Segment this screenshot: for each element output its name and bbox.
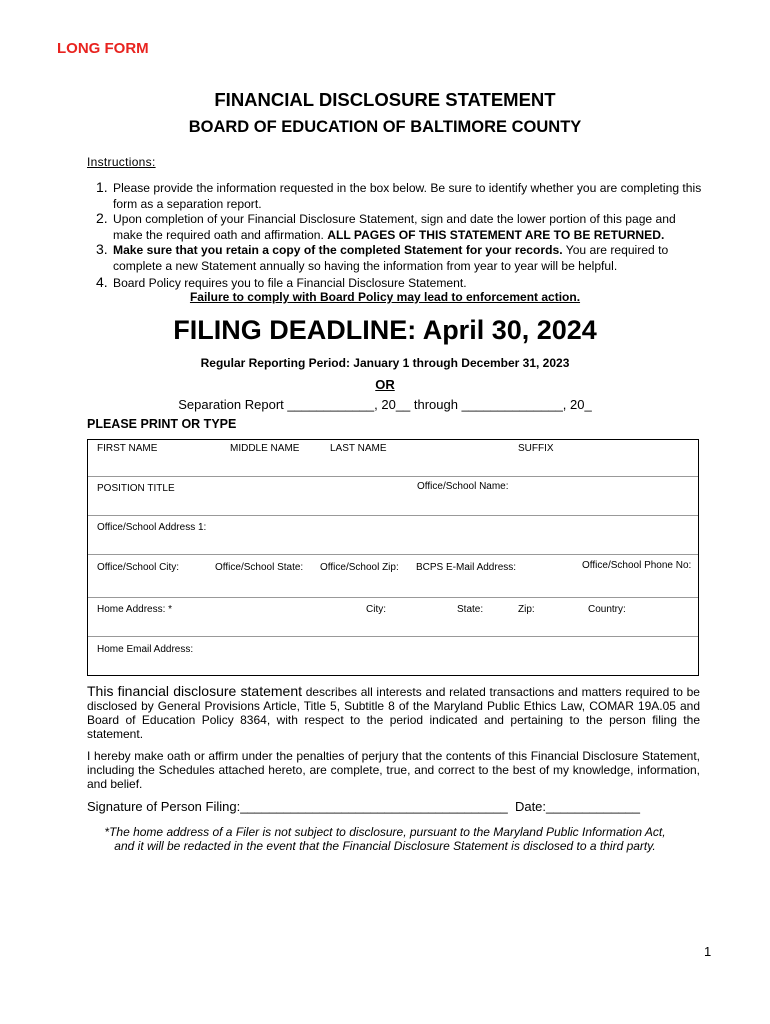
row-divider xyxy=(88,636,698,637)
reporting-period: Regular Reporting Period: January 1 through December 31, 2023 xyxy=(200,356,570,370)
date-field[interactable]: _____________ xyxy=(546,799,641,814)
description-lead: This financial disclosure statement xyxy=(87,683,303,699)
item-number: 4. xyxy=(96,274,108,290)
bcps-email-field[interactable]: BCPS E-Mail Address: xyxy=(416,562,517,573)
instruction-item xyxy=(96,242,706,274)
item-text: Upon completion of your Financial Disclosure Statement, sign and date the lower portion of this page and make the required oath and affirmation. xyxy=(113,212,676,242)
print-or-type-label: PLEASE PRINT OR TYPE xyxy=(87,417,237,431)
oath-paragraph: I hereby make oath or affirm under the penalties of perjury that the contents of this Financial Disclosure Statement, including the Schedules attached hereto, are complete, true, and correct to the best of my knowledge, information, and belief. xyxy=(87,749,700,791)
item-number: 1. xyxy=(96,179,108,195)
last-name-field[interactable]: LAST NAME xyxy=(330,443,387,454)
zip-field[interactable]: Zip: xyxy=(518,604,535,615)
item-text: Board Policy requires you to file a Financial Disclosure Statement. xyxy=(113,276,467,290)
row-divider xyxy=(88,554,698,555)
home-email-field[interactable]: Home Email Address: xyxy=(97,644,194,655)
instructions-heading: Instructions: xyxy=(87,155,156,169)
item-text: Please provide the information requested in the box below. Be sure to identify whether you are completing this form as a separation report. xyxy=(113,181,702,211)
row-divider xyxy=(88,515,698,516)
page-number: 1 xyxy=(704,944,712,959)
instruction-item xyxy=(96,180,706,212)
signature-field[interactable]: _____________________________________ xyxy=(240,799,508,814)
filer-info-form xyxy=(87,439,699,676)
date-label: Date: xyxy=(514,799,547,814)
separation-report-line[interactable]: Separation Report ____________, 20__ through ______________, 20_ xyxy=(178,397,592,412)
document-subtitle: BOARD OF EDUCATION OF BALTIMORE COUNTY xyxy=(188,118,582,136)
row-divider xyxy=(88,476,698,477)
instruction-item xyxy=(96,211,706,243)
long-form-label: LONG FORM xyxy=(57,40,149,57)
document-title: FINANCIAL DISCLOSURE STATEMENT xyxy=(214,89,556,110)
description-body: describes all interests and related transactions and matters required to be disclosed by General Provisions Article, Title 5, Subtitle 8 of the Maryland Public Ethics Law, COMAR 19A.05 and Board of Education Policy 8364, with respect to the period indicated and pertaining to the person filing the statement. xyxy=(87,685,700,741)
country-field[interactable]: Country: xyxy=(588,604,626,615)
office-phone-field[interactable]: Office/School Phone No: xyxy=(582,560,692,571)
row-divider xyxy=(88,597,698,598)
filing-deadline: FILING DEADLINE: April 30, 2024 xyxy=(173,315,597,345)
item-bold-text: ALL PAGES OF THIS STATEMENT ARE TO BE RETURNED. xyxy=(327,228,665,242)
position-title-field[interactable]: POSITION TITLE xyxy=(97,483,175,494)
office-city-field[interactable]: Office/School City: xyxy=(97,562,180,573)
signature-row xyxy=(87,799,640,814)
city-field[interactable]: City: xyxy=(366,604,386,615)
item-text: You are required to complete a new Statement annually so having the information from year to year will be helpful. xyxy=(113,243,669,273)
disclosure-description xyxy=(87,684,700,741)
office-school-name-field[interactable]: Office/School Name: xyxy=(417,481,509,492)
office-address-field[interactable]: Office/School Address 1: xyxy=(97,522,207,533)
item-number: 3. xyxy=(96,241,108,257)
footnote-line: and it will be redacted in the event that the Financial Disclosure Statement is disclosed to a third party. xyxy=(114,839,656,853)
state-field[interactable]: State: xyxy=(457,604,484,615)
suffix-field[interactable]: SUFFIX xyxy=(518,443,554,454)
signature-label: Signature of Person Filing: xyxy=(87,799,241,814)
office-zip-field[interactable]: Office/School Zip: xyxy=(320,562,399,573)
instruction-item xyxy=(96,275,706,291)
middle-name-field[interactable]: MIDDLE NAME xyxy=(230,443,300,454)
first-name-field[interactable]: FIRST NAME xyxy=(97,443,158,454)
item-bold-text: Make sure that you retain a copy of the completed Statement for your records. xyxy=(113,243,563,257)
footnote-line: *The home address of a Filer is not subject to disclosure, pursuant to the Maryland Public Information Act, xyxy=(104,825,666,839)
office-state-field[interactable]: Office/School State: xyxy=(215,562,304,573)
home-address-field[interactable]: Home Address: * xyxy=(97,604,173,615)
or-label: OR xyxy=(375,377,395,392)
enforcement-warning: Failure to comply with Board Policy may lead to enforcement action. xyxy=(189,290,581,304)
item-number: 2. xyxy=(96,210,108,226)
home-address-footnote xyxy=(0,825,770,853)
